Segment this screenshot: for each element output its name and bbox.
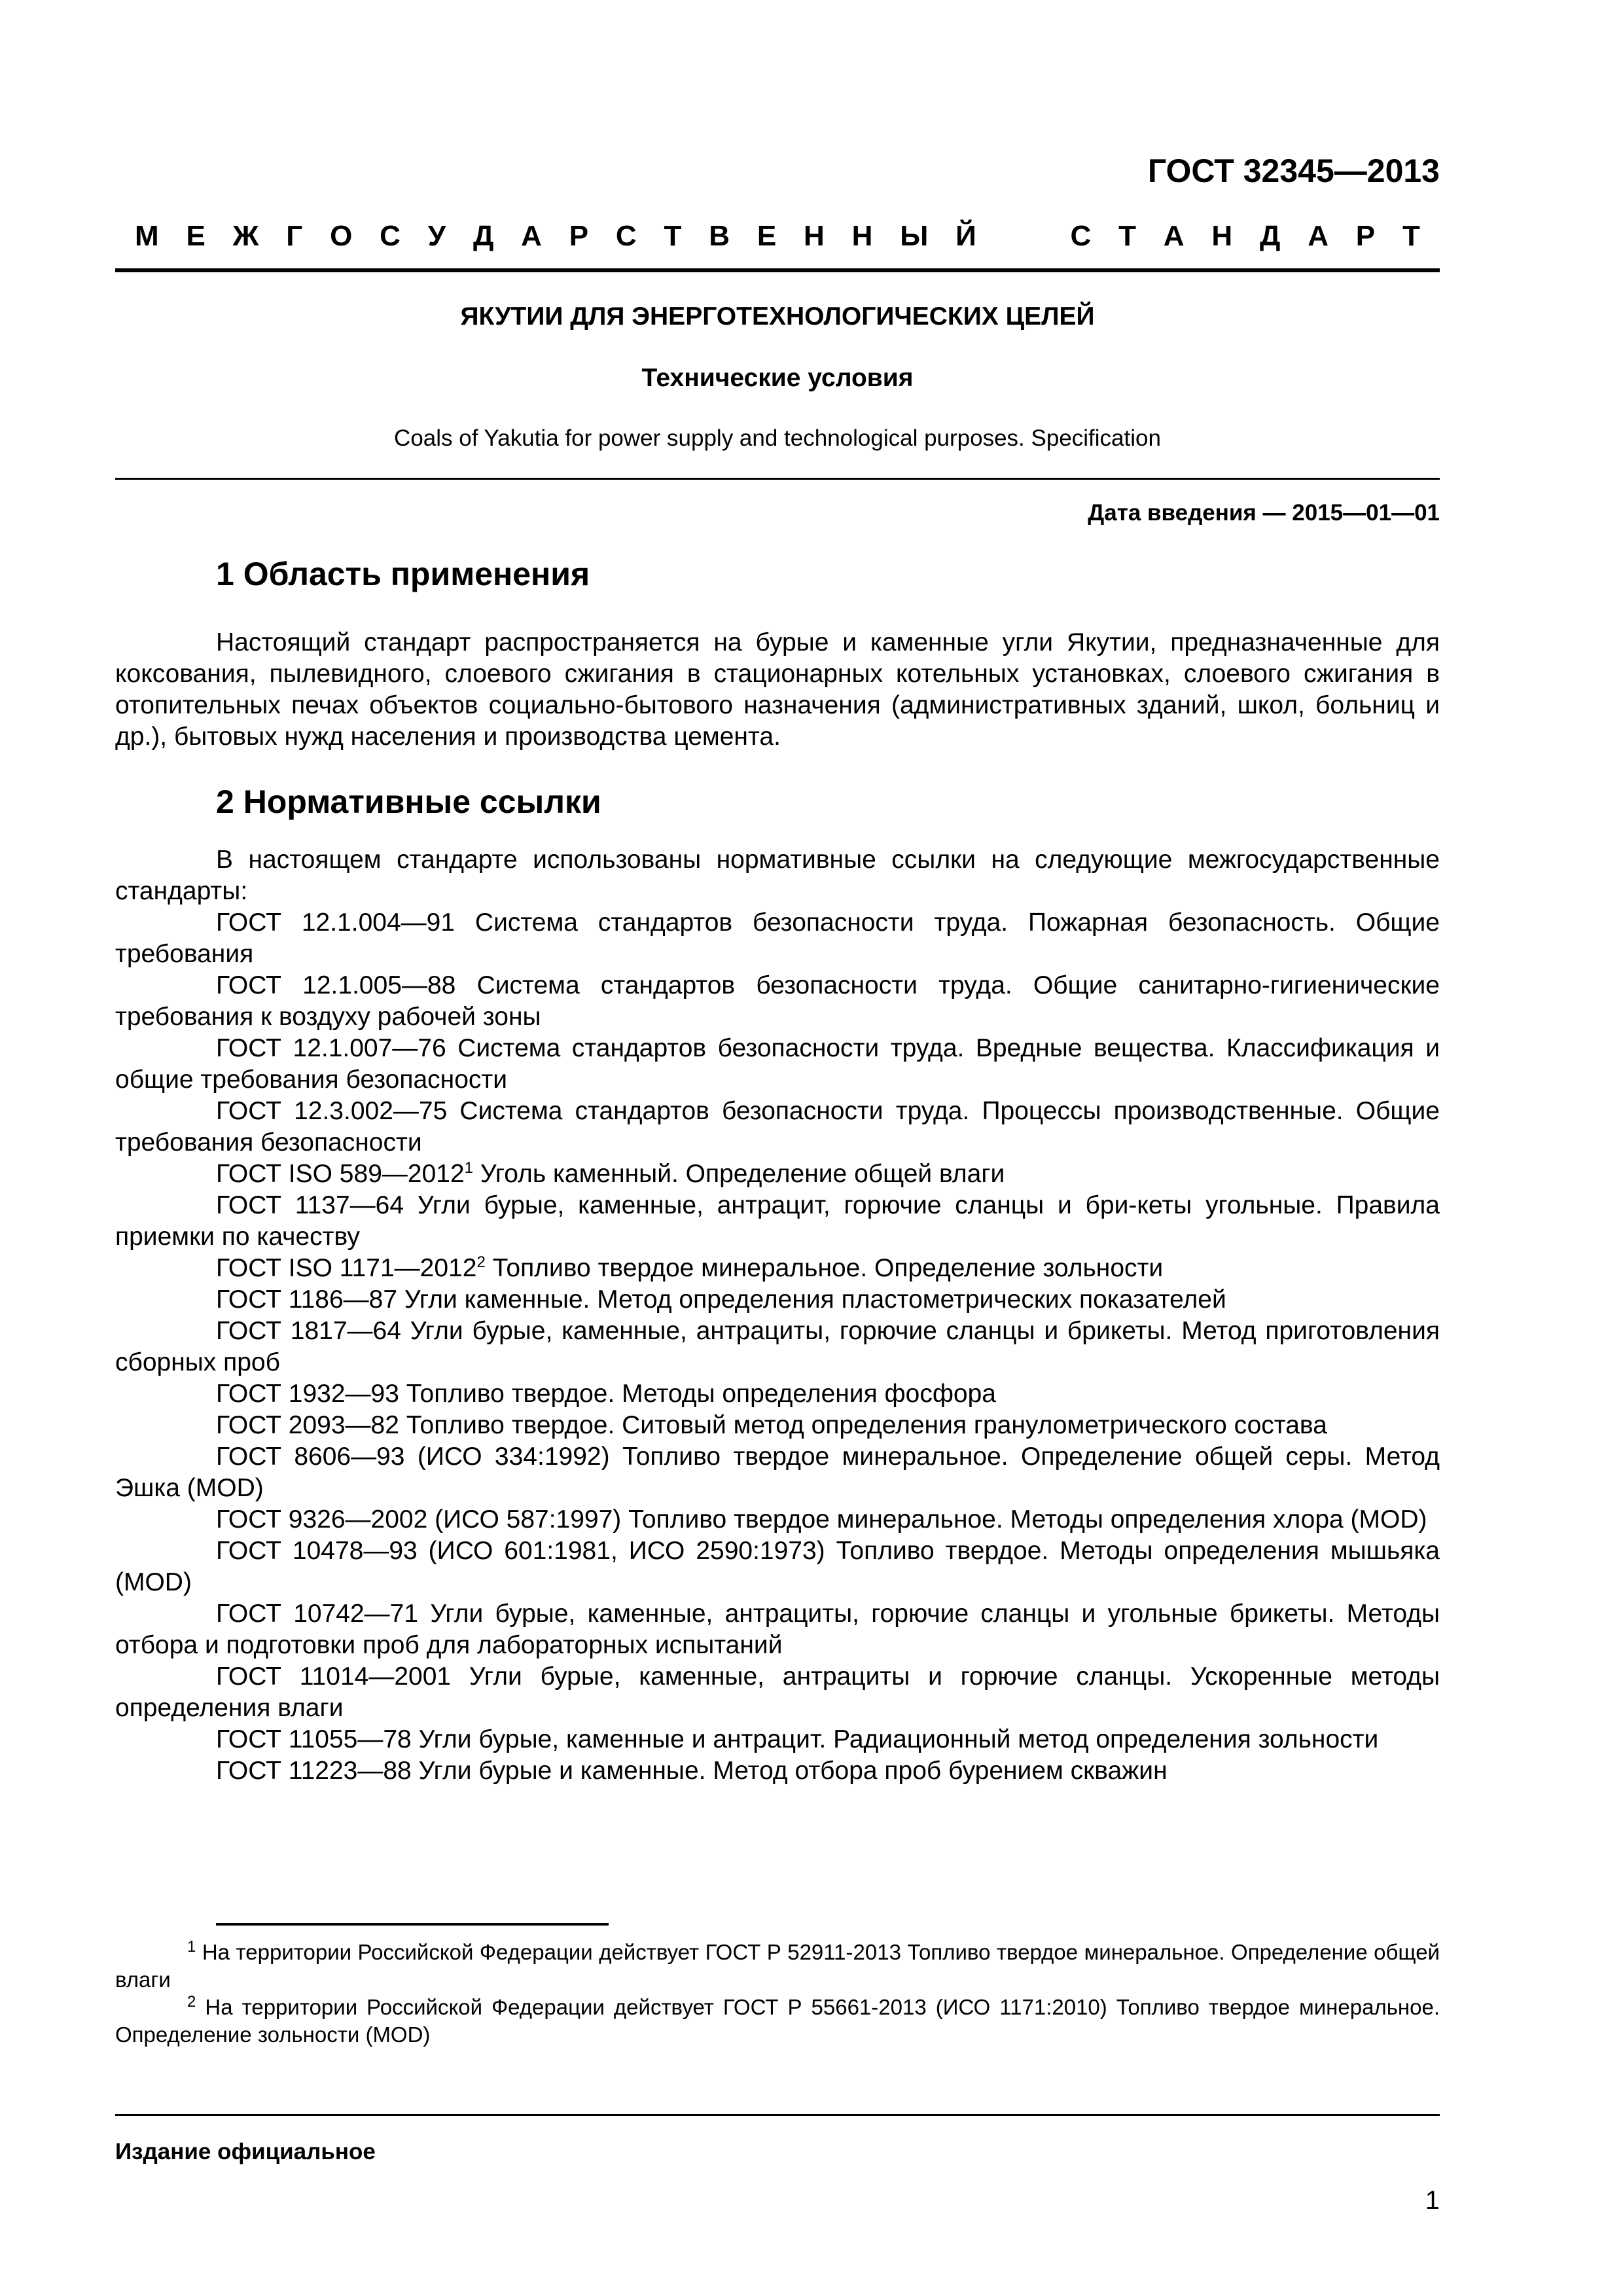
reference-item: ГОСТ 1932—93 Топливо твердое. Методы определения фосфора <box>216 1380 996 1408</box>
official-edition-label: Издание официальное <box>115 2139 376 2164</box>
reference-item: ГОСТ 10478—93 (ИСО 601:1981, ИСО 2590:1973) Топливо твердое. Методы определения мышьяка (MOD) <box>115 1537 1440 1596</box>
banner-letter: Д <box>1260 220 1281 252</box>
reference-item: ГОСТ 12.3.002—75 Система стандартов безопасности труда. Процессы производственные. Общие требования безопасности <box>115 1097 1440 1157</box>
interstate-standard-banner <box>115 220 1440 253</box>
introduction-date: Дата введения — 2015—01—01 <box>1088 500 1440 526</box>
banner-letter: А <box>1163 220 1185 252</box>
banner-gap <box>1004 220 1043 253</box>
banner-letter: В <box>709 220 730 252</box>
reference-item: ГОСТ 8606—93 (ИСО 334:1992) Топливо твердое минеральное. Определение общей серы. Метод Эшка (MOD) <box>115 1443 1440 1502</box>
section-2-heading: 2 Нормативные ссылки <box>216 783 601 820</box>
reference-item: ГОСТ 2093—82 Топливо твердое. Ситовый метод определения гранулометрического состава <box>216 1411 1327 1439</box>
footnote-mark: 1 <box>187 1938 196 1956</box>
reference-code: ГОСТ ISO 589—2012 <box>216 1160 465 1188</box>
section-1-paragraph: Настоящий стандарт распространяется на бурые и каменные угли Якутии, предназначенные для коксования, пылевидного, слоевого сжигания в стационарных котельных установках, слоевого сжигания в отопительных печах объектов социально-бытового назначения (административных зданий, школ, больниц и др.), бытовых нужд населения и производства цемента. <box>115 628 1440 751</box>
reference-item: ГОСТ 11014—2001 Угли бурые, каменные, антрациты и горючие сланцы. Ускоренные методы определения влаги <box>115 1662 1440 1722</box>
reference-title: Уголь каменный. Определение общей влаги <box>473 1160 1005 1188</box>
document-title: ЯКУТИИ ДЛЯ ЭНЕРГОТЕХНОЛОГИЧЕСКИХ ЦЕЛЕЙ <box>460 302 1095 331</box>
banner-letter: Т <box>1118 220 1136 252</box>
normative-references <box>115 844 1440 1787</box>
reference-item: ГОСТ 11223—88 Угли бурые и каменные. Метод отбора проб бурением скважин <box>216 1757 1168 1785</box>
reference-item: ГОСТ 1186—87 Угли каменные. Метод определения пластометрических показателей <box>216 1285 1226 1314</box>
reference-item: ГОСТ 1137—64 Угли бурые, каменные, антрацит, горючие сланцы и бри-кеты угольные. Правила приемки по качеству <box>115 1191 1440 1251</box>
footnote-item <box>115 1939 1440 1994</box>
footnote-mark: 2 <box>187 1993 196 2011</box>
banner-letter: Ы <box>900 220 929 252</box>
footnote-separator <box>216 1923 609 1926</box>
banner-letter: Н <box>1211 220 1233 252</box>
page-number: 1 <box>1425 2186 1440 2215</box>
reference-item: ГОСТ 12.1.005—88 Система стандартов безопасности труда. Общие санитарно-гигиенические требования к воздуху рабочей зоны <box>115 971 1440 1031</box>
banner-letter: Й <box>955 220 976 252</box>
banner-letter: Н <box>804 220 825 252</box>
reference-item: ГОСТ 11055—78 Угли бурые, каменные и антрацит. Радиационный метод определения зольности <box>216 1725 1379 1753</box>
reference-item: ГОСТ 12.1.004—91 Система стандартов безопасности труда. Пожарная безопасность. Общие требования <box>115 908 1440 968</box>
footer-rule <box>115 2114 1440 2116</box>
banner-letter: Ж <box>232 220 259 252</box>
english-title: Coals of Yakutia for power supply and technological purposes. Specification <box>394 425 1161 451</box>
document-subtitle: Технические условия <box>641 364 914 392</box>
reference-item: ГОСТ 9326—2002 (ИСО 587:1997) Топливо твердое минеральное. Методы определения хлора (MOD) <box>216 1505 1427 1534</box>
banner-letter: Е <box>757 220 777 252</box>
standard-number: ГОСТ 32345—2013 <box>1147 152 1440 189</box>
banner-letter: Д <box>473 220 494 252</box>
reference-item: ГОСТ 1817—64 Угли бурые, каменные, антрациты, горючие сланцы и брикеты. Метод приготовления сборных проб <box>115 1317 1440 1376</box>
footnotes <box>115 1939 1440 2049</box>
reference-title: Топливо твердое минеральное. Определение зольности <box>485 1254 1164 1282</box>
reference-item: ГОСТ 10742—71 Угли бурые, каменные, антрациты, горючие сланцы и угольные брикеты. Методы отбора и подготовки проб для лабораторных испытаний <box>115 1600 1440 1659</box>
reference-item <box>115 1158 1440 1190</box>
footnote-text: На территории Российской Федерации действует ГОСТ Р 55661-2013 (ИСО 1171:2010) Топливо твердое минеральное. Определение зольности (MOD) <box>115 1995 1440 2047</box>
footnote-item <box>115 1994 1440 2049</box>
banner-letter: Р <box>569 220 589 252</box>
banner-letter: У <box>427 220 446 252</box>
footnote-text: На территории Российской Федерации действует ГОСТ Р 52911-2013 Топливо твердое минеральное. Определение общей влаги <box>115 1940 1440 1992</box>
banner-letter: Р <box>1355 220 1376 252</box>
banner-letter: М <box>135 220 159 252</box>
footnote-mark: 1 <box>464 1159 473 1177</box>
banner-letter: А <box>521 220 542 252</box>
banner-letter: Т <box>1402 220 1420 252</box>
banner-letter: Т <box>664 220 682 252</box>
title-rule <box>115 478 1440 480</box>
banner-letter: Н <box>851 220 873 252</box>
banner-letter: О <box>330 220 353 252</box>
reference-item <box>115 1253 1440 1284</box>
banner-letter: С <box>380 220 401 252</box>
reference-item: ГОСТ 12.1.007—76 Система стандартов безопасности труда. Вредные вещества. Классификация и общие требования безопасности <box>115 1034 1440 1094</box>
references-intro: В настоящем стандарте использованы нормативные ссылки на следующие межгосударственные стандарты: <box>115 846 1440 905</box>
reference-code: ГОСТ ISO 1171—2012 <box>216 1254 477 1282</box>
header-rule <box>115 268 1440 272</box>
banner-letter: С <box>1070 220 1092 252</box>
banner-letter: Г <box>286 220 303 252</box>
section-1-heading: 1 Область применения <box>216 556 590 592</box>
banner-letter: С <box>615 220 637 252</box>
banner-letter: А <box>1308 220 1329 252</box>
banner-letter: Е <box>186 220 205 252</box>
footnote-mark: 2 <box>476 1253 486 1271</box>
